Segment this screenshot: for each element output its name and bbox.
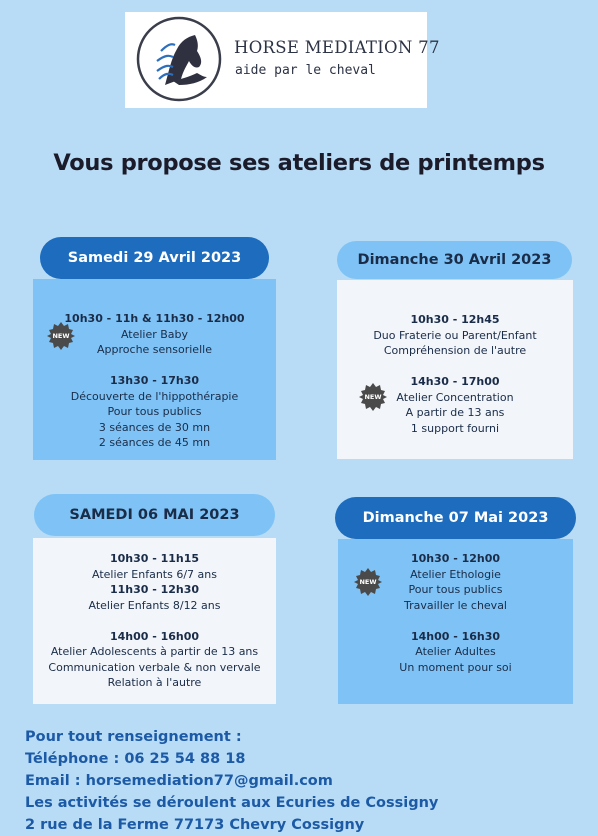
event-detail: Atelier Enfants 8/12 ans — [88, 598, 221, 612]
event-panel-3 — [33, 538, 276, 704]
event-detail: 3 séances de 30 mn — [98, 420, 211, 434]
event-detail: Découverte de l'hippothérapie — [70, 389, 239, 403]
spacer — [337, 359, 573, 375]
event-detail: Atelier Concentration — [396, 390, 514, 404]
event-detail: Atelier Enfants 6/7 ans — [91, 567, 217, 581]
event-time: 13h30 - 17h30 — [109, 374, 200, 387]
new-badge-icon — [359, 383, 387, 411]
event-date-pill-3: SAMEDI 06 MAI 2023 — [34, 494, 275, 536]
logo-title: HORSE MEDIATION 77 — [234, 38, 440, 57]
logo — [125, 12, 440, 108]
page-title: Vous propose ses ateliers de printemps — [53, 150, 545, 176]
event-time: 11h30 - 12h30 — [109, 583, 200, 596]
new-badge-icon — [354, 568, 382, 596]
event-detail: Relation à l'autre — [107, 676, 202, 689]
event-date-pill-2: Dimanche 30 Avril 2023 — [337, 241, 572, 279]
horse-logo-icon — [135, 15, 223, 103]
event-detail: Atelier Adolescents à partir de 13 ans — [50, 645, 259, 658]
event-time: 14h00 - 16h00 — [109, 629, 200, 643]
event-detail: Pour tous publics — [107, 405, 202, 418]
new-badge-text: NEW — [359, 578, 377, 586]
event-detail: Approche sensorielle — [97, 343, 212, 356]
spacer — [338, 613, 573, 629]
event-time: 14h30 - 17h00 — [410, 375, 500, 388]
spacer — [33, 358, 276, 374]
event-detail: Un moment pour soi — [399, 660, 512, 674]
new-badge-text: NEW — [364, 393, 382, 401]
event-detail: 2 séances de 45 mn — [98, 436, 211, 449]
event-detail: Communication verbale & non vervale — [48, 660, 261, 674]
event-time: 10h30 - 12h00 — [410, 552, 501, 565]
contact-heading: Pour tout renseignement : — [25, 729, 242, 745]
event-detail: Compréhension de l'autre — [383, 344, 527, 357]
new-badge-text: NEW — [52, 332, 70, 340]
event-detail: Pour tous publics — [408, 583, 503, 596]
contact-phone: Téléphone : 06 25 54 88 18 — [25, 751, 246, 767]
event-panel-1 — [33, 279, 276, 460]
event-detail: Duo Fraterie ou Parent/Enfant — [373, 328, 537, 342]
event-detail: 1 support fourni — [410, 421, 500, 435]
contact-info — [25, 726, 438, 836]
new-badge-icon — [47, 322, 75, 350]
contact-address: 2 rue de la Ferme 77173 Chevry Cossigny — [25, 817, 365, 833]
event-panel-4 — [338, 539, 573, 704]
event-detail: Atelier Adultes — [415, 645, 496, 658]
event-time: 10h30 - 11h & 11h30 - 12h00 — [64, 312, 245, 325]
event-time: 14h00 - 16h30 — [410, 629, 501, 643]
contact-email: Email : horsemediation77@gmail.com — [25, 773, 333, 789]
spacer — [33, 613, 276, 629]
event-detail: Travailler le cheval — [404, 598, 507, 612]
event-time: 10h30 - 11h15 — [109, 552, 200, 565]
event-detail: Atelier Baby — [120, 327, 189, 341]
event-detail: Atelier Ethologie — [410, 567, 501, 581]
contact-location: Les activités se déroulent aux Ecuries de Cossigny — [25, 795, 439, 811]
event-panel-2 — [337, 280, 573, 459]
event-date-pill-1: Samedi 29 Avril 2023 — [40, 237, 269, 279]
logo-subtitle: aide par le cheval — [235, 63, 376, 78]
event-date-pill-4: Dimanche 07 Mai 2023 — [335, 497, 576, 539]
event-time: 10h30 - 12h45 — [410, 313, 500, 326]
event-detail: A partir de 13 ans — [405, 406, 505, 419]
